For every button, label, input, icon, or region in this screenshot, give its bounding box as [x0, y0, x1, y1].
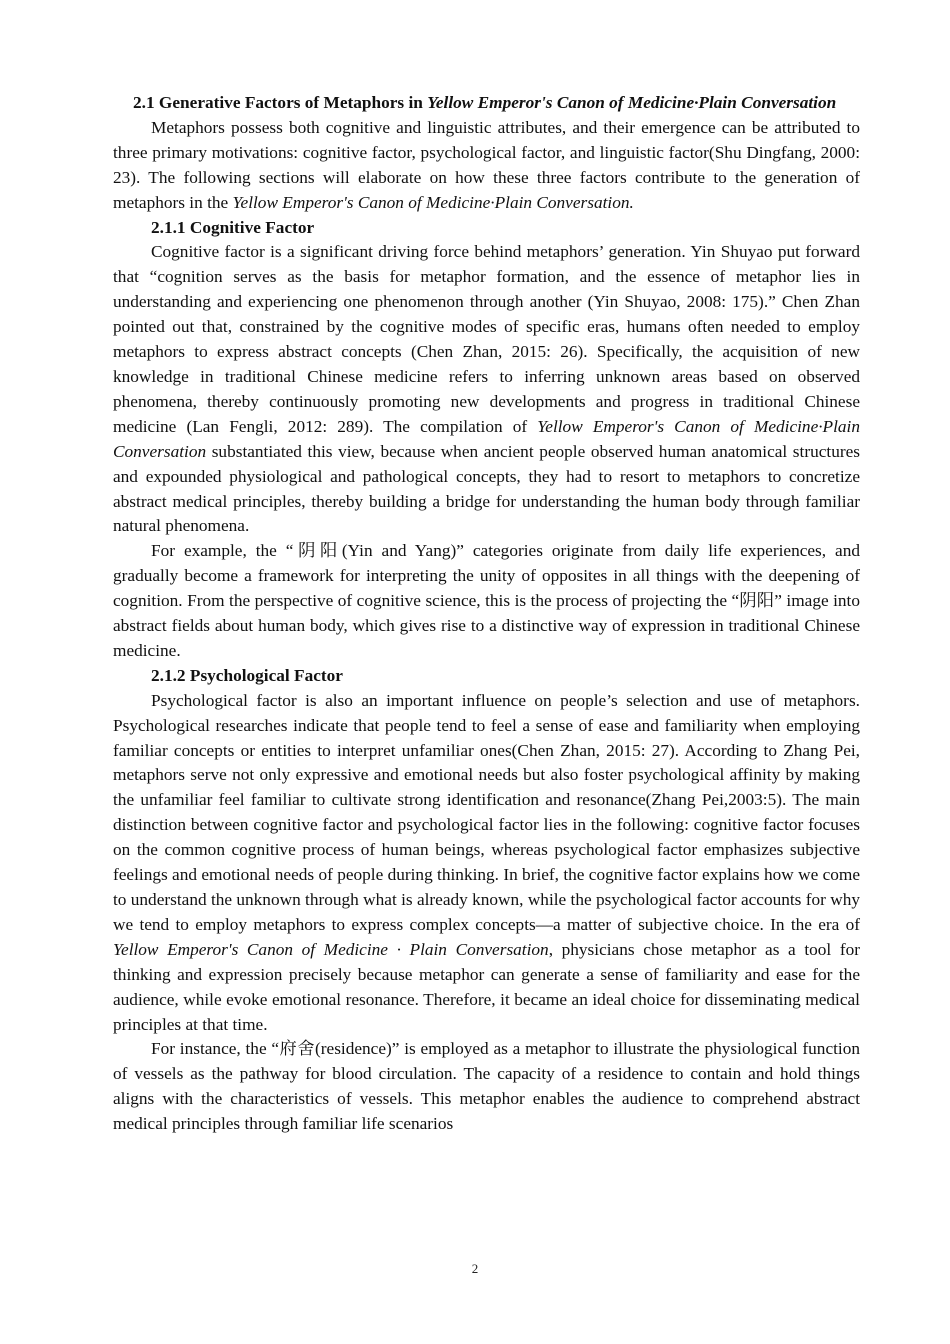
cognitive-text: Cognitive factor is a significant driving force behind metaphors’ generation. Yin Shuyao put forward that “cognition serves as the basis for metaphor formation, and the essence of metaphor lies in understanding and experiencing one phenomenon through another (Yin Shuyao, 2008: 175).” Chen Zhan pointed out that, constrained by the cognitive modes of specific eras, humans often needed to employ metaphors to express abstract concepts (Chen Zhan, 2015: 26). Specifically, the acquisition of new knowledge in traditional Chinese medicine refers to inferring unknown areas based on observed phenomena, thereby continuously promoting new developments and progress in traditional Chinese medicine (Lan Fengli, 2012: 289). The compilation of [113, 242, 860, 436]
cognitive-paragraph-1 [113, 240, 860, 539]
psychological-factor-heading: 2.1.2 Psychological Factor [151, 665, 343, 685]
cognitive-book-title: Yellow Emperor's Canon of Medicine·Plain Conversation [113, 416, 861, 461]
psychological-paragraph-2: For instance, the “府舍(residence)” is employed as a metaphor to illustrate the physiological function of vessels as the pathway for blood circulation. The capacity of a residence to contain and hold things aligns with the characteristics of vessels. This metaphor enables the audience to comprehend abstract medical principles through familiar life scenarios [113, 1039, 860, 1134]
document-body [113, 91, 860, 1137]
section-heading-title: Yellow Emperor's Canon of Medicine·Plain Conversation [427, 93, 837, 112]
cognitive-paragraph-2: For example, the “阴阳(Yin and Yang)” categories originate from daily life experiences, and gradually become a framework for interpreting the unity of opposites in all things with the deepening of cognition. From the perspective of cognitive science, this is the process of projecting the “阴阳” image into abstract fields about human body, which gives rise to a distinctive way of expression in traditional Chinese medicine. [113, 541, 860, 660]
intro-text: Metaphors possess both cognitive and linguistic attributes, and their emergence can be attributed to three primary motivations: cognitive factor, psychological factor, and linguistic factor(Shu Dingfang, 2000: 23). The following sections will elaborate on how these three factors contribute to the generation of metaphors in the [113, 117, 860, 212]
page-number: 2 [471, 1261, 479, 1276]
section-heading-prefix: 2.1 Generative Factors of Metaphors in [133, 93, 428, 112]
cognitive-text-end: substantiated this view, because when ancient people observed human anatomical structures and expounded physiological and pathological concepts, they had to resort to metaphors to concretize abstract medical principles, thereby building a bridge for understanding the human body through familiar natural phenomena. [113, 441, 860, 536]
intro-paragraph [113, 116, 860, 216]
cognitive-factor-heading: 2.1.1 Cognitive Factor [151, 217, 315, 237]
section-heading [113, 91, 860, 116]
intro-book-title: Yellow Emperor's Canon of Medicine·Plain Conversation. [232, 192, 634, 212]
psychological-text: Psychological factor is also an important influence on people’s selection and use of metaphors. Psychological researches indicate that people tend to feel a sense of ease and familiarity when employing familiar concepts or entities to interpret unfamiliar ones(Chen Zhan, 2015: 27). According to Zhang Pei, metaphors serve not only expressive and emotional needs but also foster psychological affinity by making the unfamiliar feel familiar to cultivate strong identification and resonance(Zhang Pei,2003:5). The main distinction between cognitive factor and psychological factor lies in the following: cognitive factor focuses on the common cognitive process of human beings, whereas psychological factor emphasizes subjective feelings and emotional needs of people during thinking. In brief, the cognitive factor explains how we come to understand the unknown through what is already known, while the psychological factor accounts for why we tend to employ metaphors to express complex concepts—a matter of subjective choice. In the era of [113, 690, 860, 934]
psychological-paragraph-1 [113, 689, 860, 1038]
psychological-text-end: , physicians chose metaphor as a tool for thinking and expression precisely because metaphor can generate a sense of familiarity and ease for the audience, while evoke emotional resonance. Therefore, it became an ideal choice for disseminating medical principles at that time. [113, 939, 860, 1034]
psychological-book-title: Yellow Emperor's Canon of Medicine · Plain Conversation [113, 939, 549, 959]
